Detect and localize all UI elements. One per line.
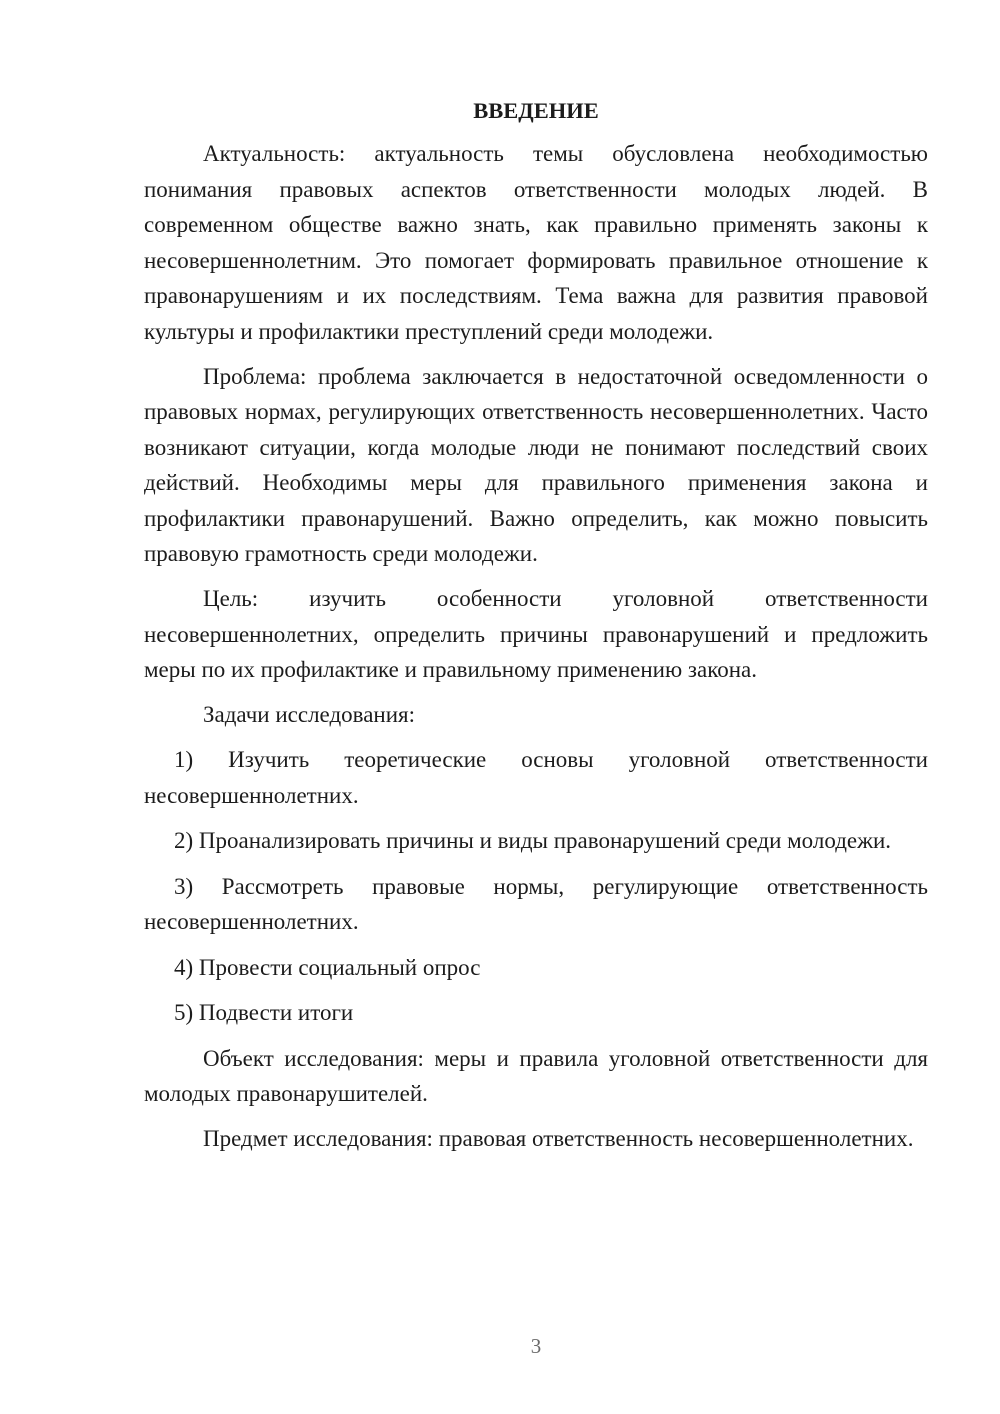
- task-item-3: 3) Рассмотреть правовые нормы, регулирующие ответственность несовершеннолетних.: [144, 873, 928, 934]
- task-item-2: 2) Проанализировать причины и виды правонарушений среди молодежи.: [174, 828, 892, 853]
- task-item-5: 5) Подвести итоги: [174, 1000, 354, 1025]
- page-content: [144, 96, 928, 1166]
- paragraph-relevance: Актуальность: актуальность темы обусловлена необходимостью понимания правовых аспектов ответственности молодых людей. В современном обществе важно знать, как правильно применять законы к несовершеннолетним. Это помогает формировать правильное отношение к правонарушениям и их последствиям. Тема важна для развития правовой культуры и профилактики преступлений среди молодежи.: [144, 141, 928, 344]
- tasks-heading: Задачи исследования:: [203, 702, 416, 727]
- paragraph-problem: Проблема: проблема заключается в недостаточной осведомленности о правовых нормах, регулирующих ответственность несовершеннолетних. Часто возникают ситуации, когда молодые люди не понимают последствий своих действий. Необходимы меры для правильного применения закона и профилактики правонарушений. Важно определить, как можно повысить правовую грамотность среди молодежи.: [144, 363, 928, 566]
- task-item-1: 1) Изучить теоретические основы уголовной ответственности несовершеннолетних.: [144, 747, 928, 808]
- paragraph-goal: Цель: изучить особенности уголовной ответственности несовершеннолетних, определить причины правонарушений и предложить меры по их профилактике и правильному применению закона.: [144, 586, 928, 682]
- paragraph-object: Объект исследования: меры и правила уголовной ответственности для молодых правонарушителей.: [144, 1045, 928, 1106]
- paragraph-subject: Предмет исследования: правовая ответственность несовершеннолетних.: [203, 1126, 914, 1151]
- task-item-4: 4) Провести социальный опрос: [174, 954, 481, 980]
- page-number: 3: [530, 1334, 542, 1358]
- page-title: ВВЕДЕНИЕ: [473, 98, 599, 123]
